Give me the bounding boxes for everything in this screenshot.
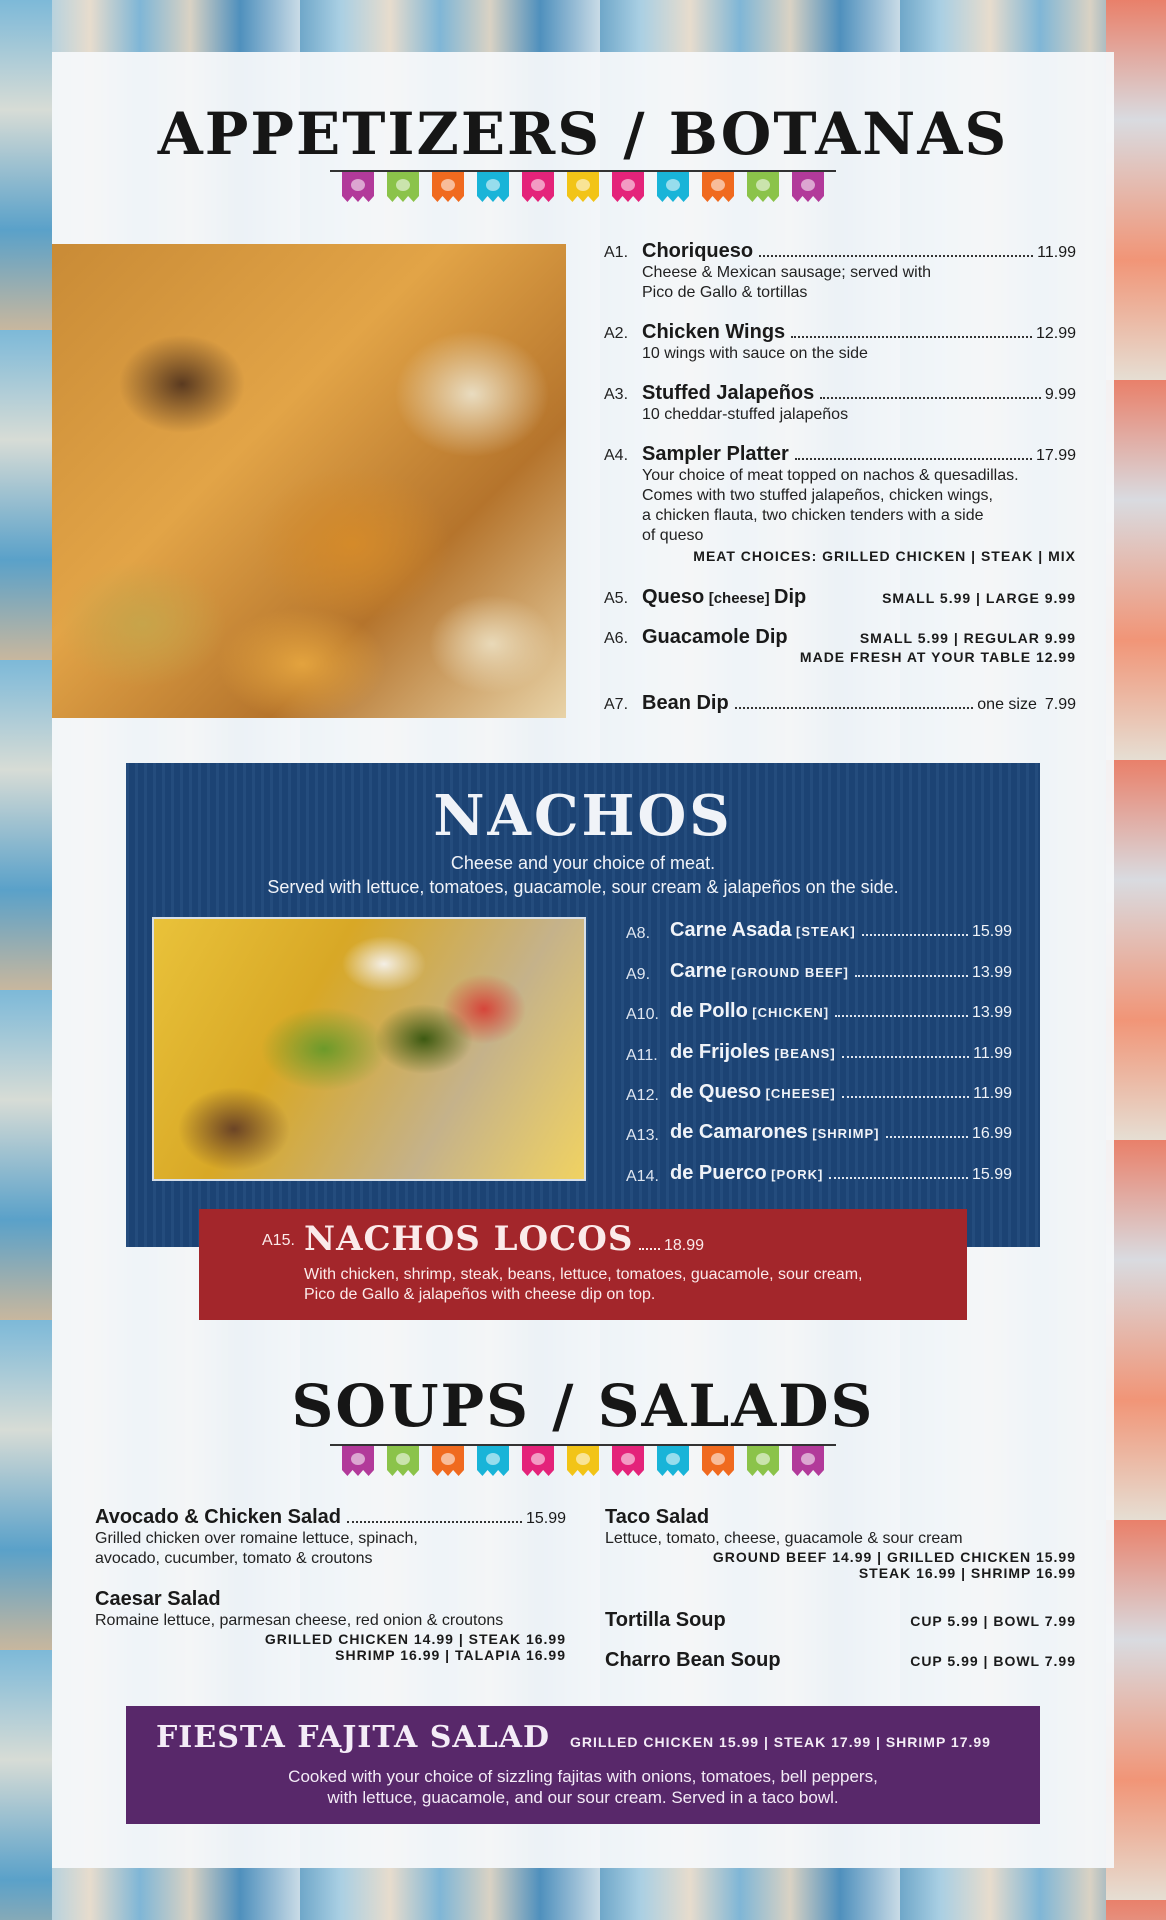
item-description: avocado, cucumber, tomato & croutons <box>95 1550 373 1567</box>
item-code: A4. <box>604 447 629 464</box>
item-price: SMALL 5.99 | REGULAR 9.99 <box>859 630 1076 646</box>
item-code: A12. <box>626 1087 659 1104</box>
item-name: de Pollo <box>670 1000 748 1022</box>
item-name: Sampler Platter <box>642 443 789 465</box>
item-code: A11. <box>626 1047 658 1064</box>
menu-item-taco-salad <box>605 1506 1076 1581</box>
menu-item-a1 <box>604 240 1076 303</box>
item-price: 11.99 <box>973 1045 1012 1062</box>
item-price: 15.99 <box>525 1510 566 1527</box>
papel-picado-flag <box>387 172 419 202</box>
papel-picado-flag <box>477 172 509 202</box>
item-name: Bean Dip <box>642 692 729 714</box>
menu-item-charro-bean-soup <box>605 1649 1076 1672</box>
papel-picado-flag <box>657 172 689 202</box>
item-description: Cooked with your choice of sizzling fajitas with onions, tomatoes, bell peppers, <box>288 1767 878 1786</box>
item-price: 15.99 <box>971 923 1012 940</box>
nachos-subtitle: Cheese and your choice of meat. <box>450 853 716 873</box>
papel-picado-flag <box>432 172 464 202</box>
item-price: GROUND BEEF 14.99 | GRILLED CHICKEN 15.99 <box>712 1549 1076 1565</box>
item-code: A3. <box>604 386 629 403</box>
item-description: Your choice of meat topped on nachos & quesadillas. <box>642 467 1019 484</box>
item-code: A7. <box>604 696 629 713</box>
item-code: A9. <box>626 966 651 983</box>
item-code: A10. <box>626 1006 659 1023</box>
item-name: Charro Bean Soup <box>605 1649 781 1671</box>
item-price: 17.99 <box>1035 447 1076 464</box>
fiesta-title: FIESTA FAJITA SALAD <box>156 1720 551 1755</box>
item-name: de Puerco <box>670 1162 767 1184</box>
item-name: de Camarones <box>670 1121 808 1143</box>
item-price: 9.99 <box>1044 386 1076 403</box>
item-description: a chicken flauta, two chicken tenders with a side <box>642 507 984 524</box>
menu-item-a8 <box>626 919 1012 942</box>
item-description: Romaine lettuce, parmesan cheese, red onion & croutons <box>95 1612 504 1629</box>
item-code: A1. <box>604 244 629 261</box>
item-description: 10 wings with sauce on the side <box>642 345 868 362</box>
item-code: A8. <box>626 925 651 942</box>
item-name: Carne Asada <box>670 919 792 941</box>
papel-picado-banner-bottom <box>330 1444 836 1478</box>
menu-item-a13 <box>626 1121 1012 1144</box>
item-name: Caesar Salad <box>95 1588 221 1610</box>
menu-item-a3 <box>604 382 1076 425</box>
papel-picado-flag <box>612 172 644 202</box>
item-price: 13.99 <box>971 1004 1012 1021</box>
item-tag: [SHRIMP] <box>812 1126 880 1141</box>
papel-picado-flag <box>792 1446 824 1476</box>
papel-picado-flag <box>522 172 554 202</box>
item-tag: [CHEESE] <box>765 1086 836 1101</box>
item-name: Stuffed Jalapeños <box>642 382 815 404</box>
nachos-heading: NACHOS <box>433 783 733 849</box>
menu-item-a2 <box>604 321 1076 364</box>
item-price: CUP 5.99 | BOWL 7.99 <box>910 1653 1076 1669</box>
wood-background-left <box>0 0 52 1920</box>
item-tag: [GROUND BEEF] <box>731 965 849 980</box>
item-tag: [BEANS] <box>774 1046 836 1061</box>
item-description: Cheese & Mexican sausage; served with <box>642 264 932 281</box>
papel-picado-flag <box>342 172 374 202</box>
item-name: de Queso <box>670 1081 762 1103</box>
item-name-suffix: Dip <box>774 586 807 608</box>
papel-picado-flag <box>612 1446 644 1476</box>
fiesta-fajita-salad-panel <box>126 1706 1040 1824</box>
item-price: 11.99 <box>973 1085 1012 1102</box>
meat-choices: MEAT CHOICES: GRILLED CHICKEN | STEAK | MIX <box>693 548 1076 564</box>
menu-item-a10 <box>626 1000 1012 1023</box>
item-name: Guacamole Dip <box>642 626 788 648</box>
fiesta-prices: GRILLED CHICKEN 15.99 | STEAK 17.99 | SHRIMP 17.99 <box>570 1734 991 1750</box>
item-price: 16.99 <box>971 1125 1012 1142</box>
papel-picado-flag <box>567 172 599 202</box>
soups-salads-heading: SOUPS / SALADS <box>291 1372 875 1440</box>
item-price: 18.99 <box>663 1237 704 1254</box>
item-description: Lettuce, tomato, cheese, guacamole & sour cream <box>605 1530 963 1547</box>
item-code: A5. <box>604 590 629 607</box>
nachos-locos-title: NACHOS LOCOS <box>304 1219 634 1259</box>
wood-background-right <box>1106 0 1166 1920</box>
item-description: of queso <box>642 527 704 544</box>
item-description: With chicken, shrimp, steak, beans, lettuce, tomatoes, guacamole, sour cream, <box>304 1266 863 1283</box>
menu-item-a7 <box>604 692 1076 715</box>
item-price: 11.99 <box>1037 244 1076 261</box>
item-code: A2. <box>604 325 629 342</box>
item-description: Comes with two stuffed jalapeños, chicken wings, <box>642 487 993 504</box>
item-name: Choriqueso <box>642 240 754 262</box>
appetizers-heading: APPETIZERS / BOTANAS <box>157 100 1009 168</box>
item-price-extra: MADE FRESH AT YOUR TABLE 12.99 <box>799 649 1076 665</box>
item-name: Queso <box>642 586 705 608</box>
item-price: SMALL 5.99 | LARGE 9.99 <box>882 590 1076 606</box>
item-description: with lettuce, guacamole, and our sour cream. Served in a taco bowl. <box>327 1788 839 1807</box>
item-name: Carne <box>670 960 727 982</box>
menu-item-tortilla-soup <box>605 1609 1076 1632</box>
papel-picado-flag <box>702 1446 734 1476</box>
item-price: SHRIMP 16.99 | TALAPIA 16.99 <box>335 1647 566 1663</box>
item-tag: [PORK] <box>771 1167 824 1182</box>
papel-picado-banner-top <box>330 170 836 204</box>
item-description: 10 cheddar-stuffed jalapeños <box>642 406 849 423</box>
item-tag: [CHICKEN] <box>752 1005 830 1020</box>
item-code: A13. <box>626 1127 659 1144</box>
papel-picado-flag <box>522 1446 554 1476</box>
papel-picado-flag <box>747 172 779 202</box>
item-description: Pico de Gallo & jalapeños with cheese dip on top. <box>304 1286 656 1303</box>
papel-picado-flag <box>792 172 824 202</box>
papel-picado-flag <box>747 1446 779 1476</box>
item-price: CUP 5.99 | BOWL 7.99 <box>910 1613 1076 1629</box>
menu-item-a5 <box>604 586 1076 609</box>
item-price: 15.99 <box>971 1166 1012 1183</box>
item-name: Tortilla Soup <box>605 1609 726 1631</box>
papel-picado-flag <box>342 1446 374 1476</box>
item-size: one size <box>977 696 1037 713</box>
item-price: STEAK 16.99 | SHRIMP 16.99 <box>858 1565 1076 1581</box>
menu-item-a6 <box>604 626 1076 665</box>
item-price: 7.99 <box>1044 696 1076 713</box>
papel-picado-flag <box>657 1446 689 1476</box>
papel-picado-flag <box>432 1446 464 1476</box>
appetizer-sampler-photo <box>52 244 566 718</box>
item-code: A14. <box>626 1168 659 1185</box>
item-price: GRILLED CHICKEN 14.99 | STEAK 16.99 <box>264 1631 566 1647</box>
nachos-subtitle: Served with lettuce, tomatoes, guacamole, sour cream & jalapeños on the side. <box>267 877 899 897</box>
item-name: Taco Salad <box>605 1506 710 1528</box>
item-price: 12.99 <box>1035 325 1076 342</box>
menu-item-a14 <box>626 1162 1012 1185</box>
papel-picado-flag <box>477 1446 509 1476</box>
item-description: Pico de Gallo & tortillas <box>642 284 808 301</box>
item-name-tag: [cheese] <box>708 590 770 607</box>
menu-item-a11 <box>626 1041 1012 1064</box>
papel-picado-flag <box>702 172 734 202</box>
item-name: Avocado & Chicken Salad <box>95 1506 341 1528</box>
menu-item-a4 <box>604 443 1076 564</box>
nachos-photo <box>152 917 586 1181</box>
item-tag: [STEAK] <box>796 924 856 939</box>
menu-item-a9 <box>626 960 1012 983</box>
menu-item-caesar-salad <box>95 1588 566 1663</box>
papel-picado-flag <box>567 1446 599 1476</box>
item-name: de Frijoles <box>670 1041 771 1063</box>
papel-picado-flag <box>387 1446 419 1476</box>
menu-item-a12 <box>626 1081 1012 1104</box>
nachos-locos-panel <box>199 1209 967 1320</box>
item-name: Chicken Wings <box>642 321 786 343</box>
item-code: A15. <box>262 1232 295 1249</box>
item-price: 13.99 <box>971 964 1012 981</box>
item-description: Grilled chicken over romaine lettuce, spinach, <box>95 1530 418 1547</box>
menu-item-avocado-chicken-salad <box>95 1506 566 1569</box>
item-code: A6. <box>604 630 629 647</box>
